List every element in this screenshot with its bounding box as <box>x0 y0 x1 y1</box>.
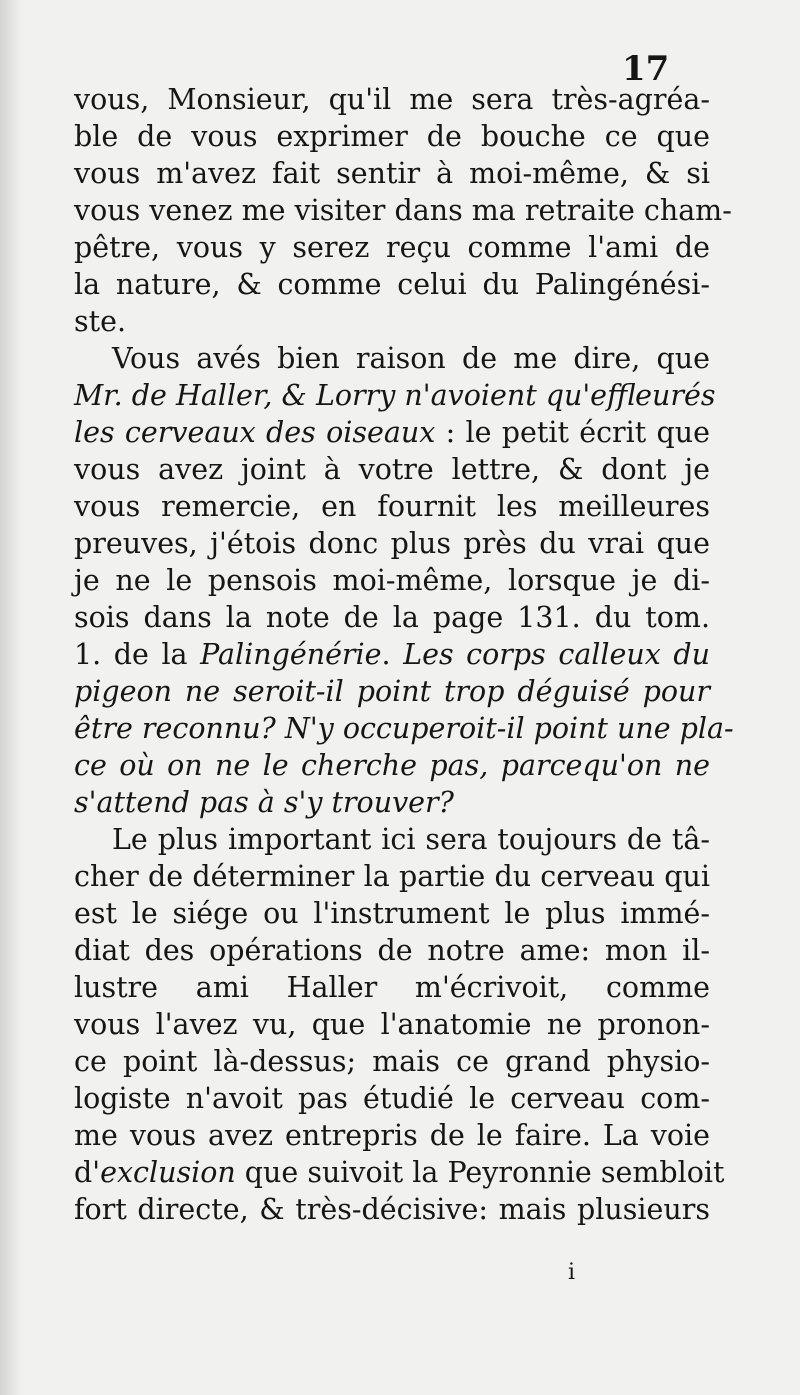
text-line: Le plus important ici sera toujours de tâ- <box>112 823 710 856</box>
text-line: logiste n'avoit pas étudié le cerveau com- <box>74 1082 710 1115</box>
text-line: vous l'avez vu, que l'anatomie ne pronon- <box>74 1008 710 1041</box>
text-line: est le siége ou l'instrument le plus immé- <box>74 897 710 930</box>
text-line-mixed <box>74 414 710 451</box>
text-line: ce point là-dessus; mais ce grand physio- <box>74 1045 710 1078</box>
roman-phrase: : le petit écrit que <box>435 416 710 449</box>
text-line: ste. <box>74 305 127 338</box>
text-line: vous remercie, en fournit les meilleures <box>74 490 710 523</box>
text-line: pêtre, vous y serez reçu comme l'ami de <box>74 231 710 264</box>
italic-phrase: Palingénérie <box>200 638 382 671</box>
text-line-mixed <box>74 1154 725 1191</box>
text-line: lustre ami Haller m'écrivoit, comme <box>74 971 710 1004</box>
text-line: fort directe, & très-décisive: mais plusieurs <box>74 1193 710 1226</box>
text-line-italic: être reconnu? N'y occuperoit-il point une pla- <box>74 712 734 745</box>
text-line: Vous avés bien raison de me dire, que <box>112 342 710 375</box>
text-line: diat des opérations de notre ame: mon il- <box>74 934 710 967</box>
text-line: je ne le pensois moi-même, lorsque je di- <box>74 564 710 597</box>
roman-phrase: d' <box>74 1156 101 1189</box>
text-line: me vous avez entrepris de le faire. La voie <box>74 1119 710 1152</box>
body-text <box>74 81 734 1228</box>
text-line-italic: ce où on ne le cherche pas, parcequ'on ne <box>74 749 710 782</box>
text-line: vous, Monsieur, qu'il me sera très-agréa- <box>74 83 710 116</box>
italic-phrase: exclusion <box>100 1156 236 1189</box>
text-line: sois dans la note de la page 131. du tom. <box>74 601 710 634</box>
page-number: 17 <box>622 49 670 89</box>
italic-phrase: Les corps calleux du <box>403 638 711 671</box>
italic-phrase: les cerveaux des oiseaux <box>74 416 436 449</box>
text-line-italic: s'attend pas à s'y trouver? <box>74 786 454 819</box>
text-line: vous m'avez fait sentir à moi-même, & si <box>74 157 710 190</box>
roman-phrase: que suivoit la Peyronnie sembloit <box>235 1156 725 1189</box>
text-line: cher de déterminer la partie du cerveau qui <box>74 860 710 893</box>
roman-phrase: 1. de la <box>74 638 201 671</box>
text-line: vous venez me visiter dans ma retraite cham- <box>74 194 732 227</box>
text-line-italic: pigeon ne seroit-il point trop déguisé pour <box>74 675 710 708</box>
signature-mark: i <box>568 1260 576 1285</box>
text-line-italic: Mr. de Haller, & Lorry n'avoient qu'effleurés <box>74 379 716 412</box>
gutter-shadow <box>0 0 22 1395</box>
text-line: preuves, j'étois donc plus près du vrai que <box>74 527 710 560</box>
text-line: la nature, & comme celui du Palingénési- <box>74 268 710 301</box>
text-line: ble de vous exprimer de bouche ce que <box>74 120 710 153</box>
text-line: vous avez joint à votre lettre, & dont je <box>74 453 710 486</box>
roman-phrase: . <box>381 638 404 671</box>
text-line-mixed <box>74 636 710 673</box>
